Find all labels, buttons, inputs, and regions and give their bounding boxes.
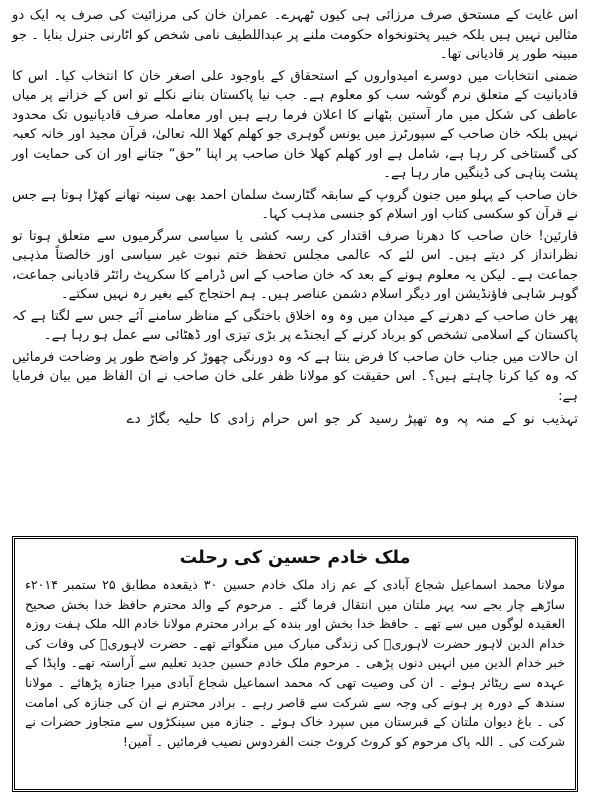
- obituary-title: ملک خادم حسین کی رحلت: [179, 548, 411, 568]
- article-paragraph-1: اس غایت کے مستحق صرف مرزائی ہی کیوں ٹھہرے۔ عمران خان کی مرزائیت کی صرف یہ ایک دو مثالیں نہیں ہیں بلکہ خیبر پختونخواہ حکومت ملنے پر عبداللطیف نامی شخص کو اٹارنی جنرل بنایا ۔ جو مبینہ طور پر قادیانی تھا۔: [12, 8, 578, 62]
- obituary-box: [12, 536, 578, 792]
- article-body: [12, 6, 578, 430]
- article-paragraph-2: ضمنی انتخابات میں دوسرے امیدواروں کے استحقاق کے باوجود علی اصغر خان کا انتخاب کیا۔ اس کا قادیانیت کے متعلق نرم گوشہ سب کو معلوم ہے۔ جب نیا پاکستان بنانے نکلے تو اس کے خزانے پر میاں عاطف کی شکل میں مار آستین بٹھانے کا اعلان فرما رہے ہیں اور معاملہ صرف قادیانیوں تک محدود نہیں بلکہ خان صاحب کے سپورٹرز میں یونس گوہری جو کھلم کھلا اللہ تعالیٰ، قرآن مجید اور خانہ کعبہ کی گستاخی کر رہا ہے، شامل ہے اور کھلم کھلا خان صاحب پر اپنا ”حق“ جتانے اور ان کی حمایت اور پشت پناہی کی ڈینگیں مار رہا ہے۔: [12, 68, 578, 181]
- obituary-text: مولانا محمد اسماعیل شجاع آبادی کے عم زاد ملک خادم حسین ۳۰ ذیقعدہ مطابق ۲۵ ستمبر ۲۰۱۴ء ساڑھے چار بجے سہ پہر ملتان میں انتقال فرما گئے ۔ مرحوم کے والد محترم حافظ خدا بخش صحیح العقیدہ لوگوں میں سے تھے ۔ حافظ خدا بخش اور بندہ کے برادر محترم مولانا خادم اللہ ملک ہفت روزہ خدام الدین لاہور حضرت لاہوریؒ کی زندگی مبارک میں منگواتے تھے۔ حضرت لاہوریؒ کی وفات کی خبر خدام الدین میں انہیں دنوں پڑھی ۔ مرحوم ملک خادم حسین جدید تعلیم سے آراستہ تھے۔ واپڈا کے عہدہ سے ریٹائر ہوئے ۔ ان کی وصیت تھی کہ محمد اسماعیل شجاع آبادی میرا جنازہ پڑھائے ۔ مولانا سندھ کے دورہ پر ہونے کی وجہ سے شرکت سے قاصر رہے ۔ برادر محترم نے ان کی جنازہ کی امامت کی ۔ باغ دیوان ملتان کے قبرستان میں سپرد خاک ہوئے ۔ جنازہ میں سینکڑوں سے متجاوز حضرات نے شرکت کی ۔ اللہ پاک مرحوم کو کروٹ کروٹ جنت الفردوس نصیب فرمائیں ۔ آمین!: [25, 577, 566, 749]
- poem-couplet: تہذیب نو کے منہ پہ وہ تھپڑ رسید کر جو اس حرام زادی کا حلیہ بگاڑ دے: [126, 411, 578, 427]
- article-paragraph-4: قارئین! خان صاحب کا دھرنا صرف اقتدار کی رسہ کشی یا سیاسی سرگرمیوں سے متعلق ہوتا تو نظرانداز کر دیتے ہیں۔ اس لئے کہ عالمی مجلس تحفظ ختم نبوت غیر سیاسی اور خالصتاً مذہبی جماعت ہے۔ لیکن یہ معلوم ہونے کے بعد کہ خان صاحب کے اس ڈرامے کا سکرپٹ رائٹر قادیانی جماعت، گوہر شاہی فاؤنڈیشن اور دیگر اسلام دشمن عناصر ہیں۔ ہم احتجاج کیے بغیر رہ نہیں سکتے۔: [12, 228, 578, 302]
- article-paragraph-3: خان صاحب کے پہلو میں جنون گروپ کے سابقہ گٹارسٹ سلمان احمد بھی سینہ تھانے کھڑا ہوتا ہے جس نے قرآن کو سکسی کتاب اور اسلام کو جنسی مذہب کہا۔: [12, 187, 578, 222]
- article-paragraph-6: ان حالات میں جناب خان صاحب کا فرض بنتا ہے کہ وہ دورنگی چھوڑ کر واضح طور پر وضاحت فرمائیں کہ وہ کیا کرنا چاہتے ہیں؟۔ اس حقیقت کو مولانا ظفر علی خان صاحب نے ان الفاظ میں بیان فرمایا ہے:: [12, 349, 578, 404]
- article-paragraph-5: پھر خان صاحب کے دھرنے کے میدان میں وہ وہ اخلاق باختگی کے مناظر سامنے آئے جس سے لگتا ہے کہ پاکستان کے اسلامی تشخص کو برباد کرنے کے ایجنڈے پر بڑی تیزی اور ڈھٹائی سے عمل ہو رہا ہے۔: [12, 308, 578, 343]
